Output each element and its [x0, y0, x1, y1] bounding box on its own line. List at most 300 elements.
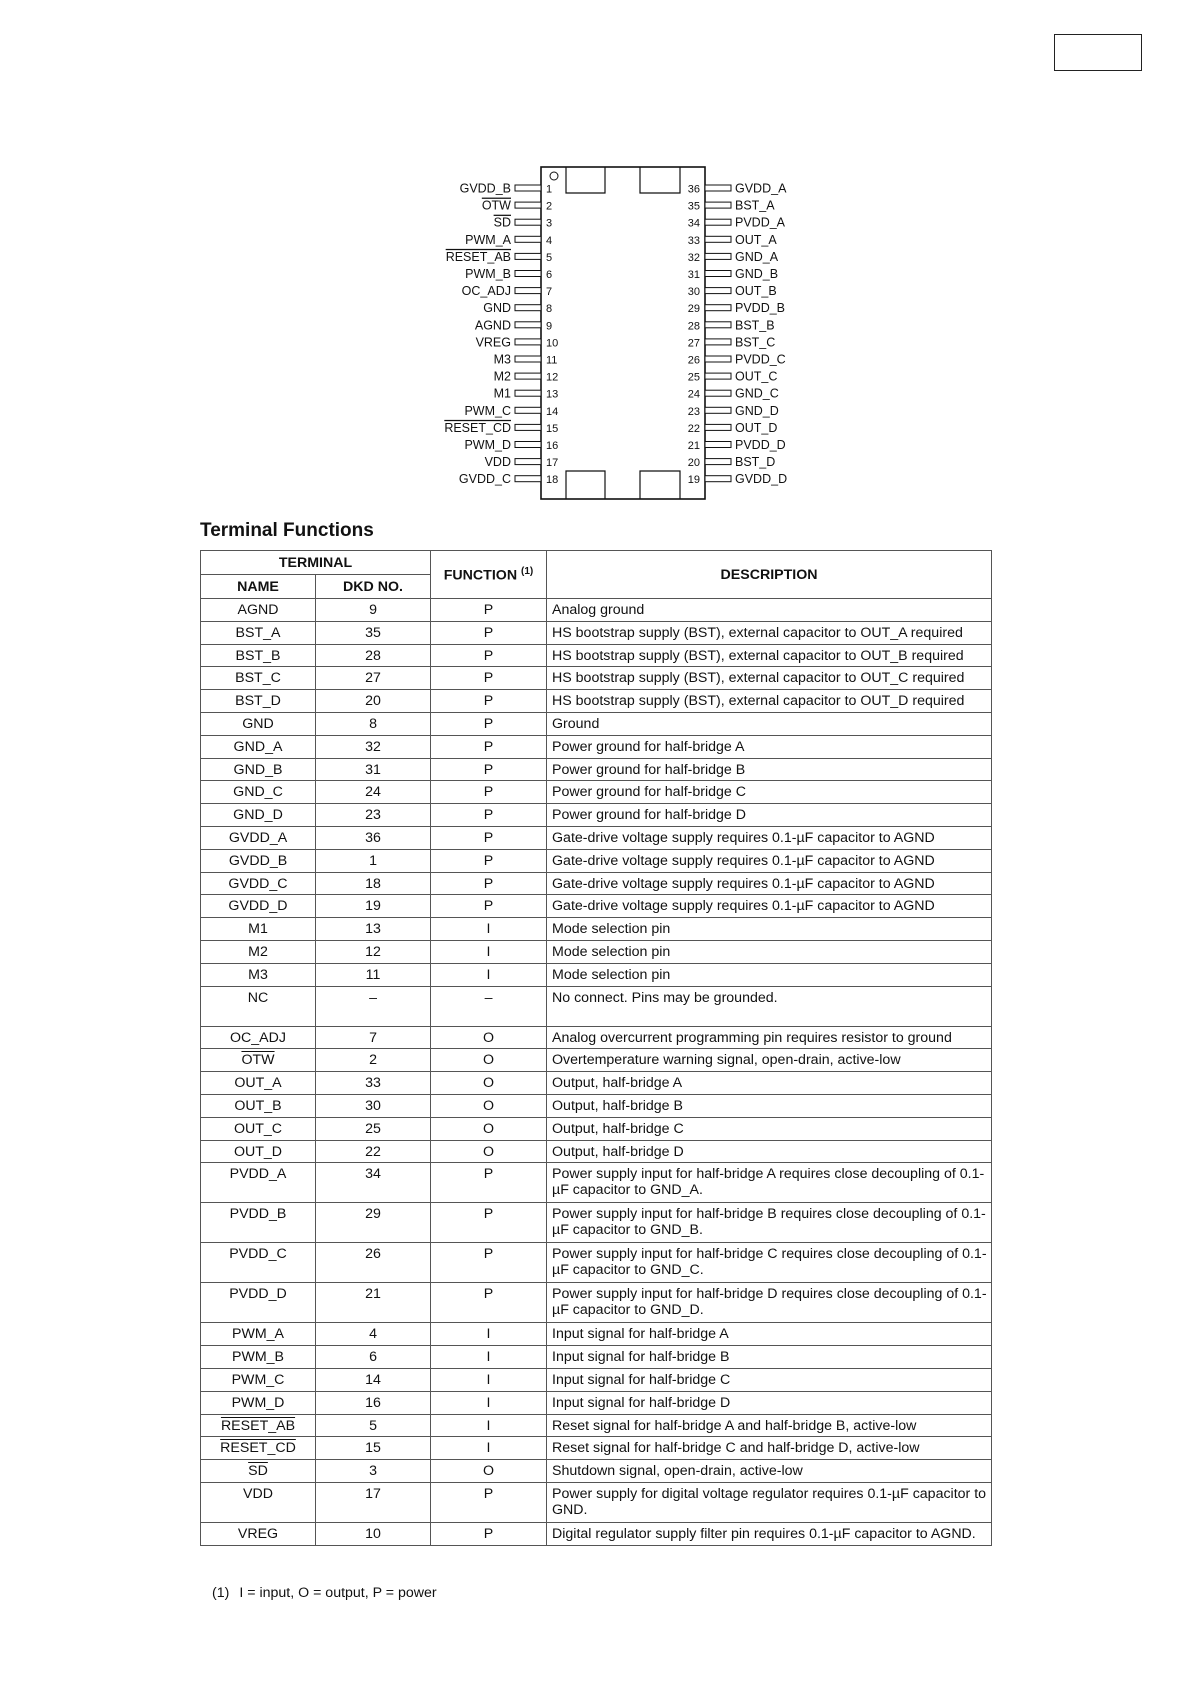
pin-description: Reset signal for half-bridge A and half-bridge B, active-low: [547, 1414, 992, 1437]
pin-label: GND_C: [735, 386, 779, 401]
pin-number: 20: [687, 457, 700, 470]
pin-name: PWM_D: [201, 1391, 316, 1414]
pin-description: Power ground for half-bridge A: [547, 735, 992, 758]
pin-description: Gate-drive voltage supply requires 0.1-µF capacitor to AGND: [547, 826, 992, 849]
table-row: [201, 621, 992, 644]
pin-label: M1: [493, 386, 511, 401]
pin-number: 4: [546, 234, 553, 247]
pin-name: RESET_AB: [201, 1414, 316, 1437]
dkd-number: 16: [316, 1391, 431, 1414]
table-row: [201, 781, 992, 804]
pin-label: GVDD_C: [458, 472, 511, 487]
function-type: P: [431, 781, 547, 804]
pin-name: PVDD_A: [201, 1163, 316, 1203]
pin-label: VREG: [475, 335, 511, 350]
table-body: [201, 599, 992, 1546]
pin-lead-right: [705, 424, 731, 430]
pin-description: HS bootstrap supply (BST), external capacitor to OUT_D required: [547, 690, 992, 713]
pin-description: Output, half-bridge A: [547, 1072, 992, 1095]
table-row: [201, 1460, 992, 1483]
pin-lead-left: [515, 236, 541, 242]
table-row: [201, 1346, 992, 1369]
pin-label: RESET_CD: [444, 420, 511, 435]
function-type: I: [431, 1323, 547, 1346]
pin-label: PWM_B: [465, 267, 511, 281]
pin-name: M1: [201, 918, 316, 941]
dkd-number: 9: [316, 599, 431, 622]
pin-lead-right: [705, 305, 731, 311]
pin-name: BST_B: [201, 644, 316, 667]
pin-number: 14: [546, 405, 559, 418]
function-type: P: [431, 644, 547, 667]
pin-number: 29: [687, 303, 700, 316]
pin-description: Input signal for half-bridge B: [547, 1346, 992, 1369]
pin-description: Reset signal for half-bridge C and half-bridge D, active-low: [547, 1437, 992, 1460]
function-type: P: [431, 599, 547, 622]
pin-number: 22: [687, 422, 700, 435]
dkd-number: 17: [316, 1482, 431, 1522]
pin-number: 8: [546, 303, 553, 316]
table-row: [201, 986, 992, 1026]
pin-number: 6: [546, 269, 553, 281]
pin-number: 7: [546, 286, 553, 299]
pin-description: Gate-drive voltage supply requires 0.1-µF capacitor to AGND: [547, 849, 992, 872]
pin-name: BST_A: [201, 621, 316, 644]
dkd-number: 24: [316, 781, 431, 804]
pin-label: GND_A: [735, 249, 779, 264]
table-row: [201, 1026, 992, 1049]
pin-name: GVDD_A: [201, 826, 316, 849]
dkd-number: 31: [316, 758, 431, 781]
pin-name: GVDD_B: [201, 849, 316, 872]
function-type: P: [431, 1522, 547, 1545]
pin-number: 33: [687, 234, 700, 247]
pin-description: Output, half-bridge D: [547, 1140, 992, 1163]
pin-label: OTW: [481, 198, 511, 213]
pin-label: PWM_D: [464, 438, 511, 452]
function-type: –: [431, 986, 547, 1026]
pin-description: Ground: [547, 712, 992, 735]
pin-number: 17: [546, 457, 559, 470]
pin-name: OUT_C: [201, 1117, 316, 1140]
table-row: [201, 1163, 992, 1203]
table-row: [201, 804, 992, 827]
pin-name: OUT_B: [201, 1094, 316, 1117]
pin-name: M3: [201, 963, 316, 986]
pin-name: GND_A: [201, 735, 316, 758]
pin-label: OUT_D: [735, 420, 778, 435]
pin-number: 11: [546, 354, 558, 367]
table-row: [201, 1482, 992, 1522]
pin-label: BST_C: [735, 335, 776, 350]
footnote-text: I = input, O = output, P = power: [239, 1585, 437, 1601]
pin-number: 15: [546, 422, 559, 435]
pin-lead-left: [515, 219, 541, 225]
pin-lead-right: [705, 373, 731, 379]
pin-description: Power supply input for half-bridge D requires close decoupling of 0.1-µF capacitor to GND_D.: [547, 1283, 992, 1323]
pin-number: 23: [687, 405, 700, 418]
dkd-number: 29: [316, 1203, 431, 1243]
pin-description: Digital regulator supply filter pin requires 0.1-µF capacitor to AGND.: [547, 1522, 992, 1545]
function-type: I: [431, 1414, 547, 1437]
function-type: I: [431, 940, 547, 963]
pinout-diagram: [0, 0, 1190, 500]
function-type: P: [431, 1203, 547, 1243]
package-bottom-notch-left: [566, 471, 605, 499]
pin-label: GND_D: [735, 403, 779, 418]
footnote: [212, 1585, 447, 1601]
pin-description: HS bootstrap supply (BST), external capacitor to OUT_A required: [547, 621, 992, 644]
pin-description: Analog overcurrent programming pin requires resistor to ground: [547, 1026, 992, 1049]
function-type: I: [431, 1437, 547, 1460]
dkd-number: 15: [316, 1437, 431, 1460]
dkd-number: 20: [316, 690, 431, 713]
description-header: DESCRIPTION: [547, 551, 992, 599]
dkd-number: 7: [316, 1026, 431, 1049]
pin-label: SD: [493, 215, 511, 230]
pin-number: 36: [687, 183, 700, 196]
pin-description: Power supply input for half-bridge A requires close decoupling of 0.1-µF capacitor to GND_A.: [547, 1163, 992, 1203]
pin-label: GVDD_B: [459, 181, 511, 196]
dkd-number: 35: [316, 621, 431, 644]
function-type: I: [431, 1368, 547, 1391]
pin-number: 35: [687, 200, 700, 213]
pin-lead-right: [705, 476, 731, 482]
function-type: O: [431, 1094, 547, 1117]
dkd-number: 33: [316, 1072, 431, 1095]
pin-number: 28: [687, 320, 700, 333]
pin-description: Mode selection pin: [547, 918, 992, 941]
dkd-number: 1: [316, 849, 431, 872]
pin-label: OUT_C: [735, 369, 778, 384]
pin-lead-left: [515, 373, 541, 379]
pin-lead-right: [705, 271, 731, 277]
pin-name: PWM_C: [201, 1368, 316, 1391]
table-row: [201, 1391, 992, 1414]
pin-lead-left: [515, 322, 541, 328]
pin-name: GVDD_D: [201, 895, 316, 918]
pin-lead-right: [705, 253, 731, 259]
pin-number: 19: [687, 474, 700, 487]
function-type: P: [431, 872, 547, 895]
table-row: [201, 1414, 992, 1437]
pin-lead-right: [705, 322, 731, 328]
function-type: P: [431, 1243, 547, 1283]
function-header-note: (1): [521, 565, 534, 577]
dkd-number: 27: [316, 667, 431, 690]
table-row: [201, 1203, 992, 1243]
pin-number: 34: [687, 217, 700, 230]
dkd-number: 13: [316, 918, 431, 941]
dkd-number: 34: [316, 1163, 431, 1203]
dkd-number: 22: [316, 1140, 431, 1163]
pin-lead-left: [515, 442, 541, 448]
pin-name: GND_D: [201, 804, 316, 827]
pin-lead-left: [515, 288, 541, 294]
pin-lead-left: [515, 390, 541, 396]
pin-description: Output, half-bridge C: [547, 1117, 992, 1140]
table-row: [201, 758, 992, 781]
table-row: [201, 918, 992, 941]
pin-number: 9: [546, 320, 553, 333]
pin-name: GVDD_C: [201, 872, 316, 895]
table-row: [201, 712, 992, 735]
pin-lead-left: [515, 407, 541, 413]
dkd-number: –: [316, 986, 431, 1026]
pin-description: Overtemperature warning signal, open-drain, active-low: [547, 1049, 992, 1072]
function-type: I: [431, 1391, 547, 1414]
function-type: P: [431, 621, 547, 644]
pin-lead-left: [515, 305, 541, 311]
pin1-marker: [550, 172, 558, 180]
table-row: [201, 940, 992, 963]
pin-name: GND_C: [201, 781, 316, 804]
function-type: P: [431, 1163, 547, 1203]
pin-number: 21: [687, 440, 700, 452]
function-type: I: [431, 1346, 547, 1369]
function-type: P: [431, 849, 547, 872]
function-type: P: [431, 712, 547, 735]
function-type: P: [431, 758, 547, 781]
pin-label: BST_B: [735, 318, 775, 333]
pin-label: PVDD_D: [735, 438, 786, 452]
pin-description: Power ground for half-bridge B: [547, 758, 992, 781]
function-type: O: [431, 1460, 547, 1483]
table-row: [201, 826, 992, 849]
dkd-number: 5: [316, 1414, 431, 1437]
pin-name: $\overline{OTW}$: [201, 1049, 316, 1072]
pin-number: 18: [546, 474, 559, 487]
pin-description: Input signal for half-bridge C: [547, 1368, 992, 1391]
pin-lead-right: [705, 356, 731, 362]
pin-label: GVDD_D: [735, 472, 788, 487]
function-type: O: [431, 1140, 547, 1163]
pin-number: 32: [687, 251, 700, 264]
pin-lead-right: [705, 288, 731, 294]
dkd-number: 8: [316, 712, 431, 735]
section-title: Terminal Functions: [200, 520, 374, 541]
pin-name: GND_B: [201, 758, 316, 781]
pin-number: 27: [687, 337, 700, 350]
pin-lead-right: [705, 185, 731, 191]
table-row: [201, 872, 992, 895]
pin-description: Mode selection pin: [547, 940, 992, 963]
table-row: [201, 963, 992, 986]
dkd-number: 36: [316, 826, 431, 849]
pin-label: BST_D: [735, 455, 776, 470]
pin-name: BST_D: [201, 690, 316, 713]
pin-lead-right: [705, 442, 731, 448]
pin-name: OUT_A: [201, 1072, 316, 1095]
dkd-number: 18: [316, 872, 431, 895]
pin-label: PWM_C: [464, 403, 511, 418]
pin-number: 3: [546, 217, 553, 230]
function-type: P: [431, 1283, 547, 1323]
pin-number: 31: [687, 269, 700, 281]
table-row: [201, 735, 992, 758]
terminal-functions-table: [200, 550, 992, 1546]
pin-label: PVDD_C: [735, 352, 786, 367]
pin-number: 16: [546, 440, 559, 452]
function-type: P: [431, 826, 547, 849]
pin-name: PVDD_D: [201, 1283, 316, 1323]
pin-label: OC_ADJ: [461, 284, 511, 299]
pin-number: 1: [546, 183, 553, 196]
pin-name: RESET_CD: [201, 1437, 316, 1460]
table-row: [201, 1283, 992, 1323]
pin-lead-left: [515, 476, 541, 482]
table-row: [201, 690, 992, 713]
dkd-number: 12: [316, 940, 431, 963]
pin-description: HS bootstrap supply (BST), external capacitor to OUT_C required: [547, 667, 992, 690]
pin-name: VDD: [201, 1482, 316, 1522]
pin-description: Power ground for half-bridge C: [547, 781, 992, 804]
package-top-notch-right: [640, 167, 680, 193]
table-row: [201, 1049, 992, 1072]
dkd-number: 2: [316, 1049, 431, 1072]
pin-lead-right: [705, 390, 731, 396]
pin-label: PWM_A: [465, 232, 511, 247]
pin-description: Power ground for half-bridge D: [547, 804, 992, 827]
pin-lead-left: [515, 253, 541, 259]
pin-lead-right: [705, 236, 731, 242]
pin-name: GND: [201, 712, 316, 735]
pin-description: Output, half-bridge B: [547, 1094, 992, 1117]
table-row: [201, 895, 992, 918]
dkd-number: 25: [316, 1117, 431, 1140]
pin-number: 24: [687, 388, 700, 401]
function-type: P: [431, 804, 547, 827]
pin-name: VREG: [201, 1522, 316, 1545]
pin-name: OC_ADJ: [201, 1026, 316, 1049]
table-row: [201, 599, 992, 622]
table-row: [201, 1072, 992, 1095]
pin-lead-left: [515, 271, 541, 277]
pin-description: No connect. Pins may be grounded.: [547, 986, 992, 1026]
dkd-number: 23: [316, 804, 431, 827]
pin-lead-left: [515, 356, 541, 362]
package-outline: [541, 167, 705, 499]
dkd-number: 14: [316, 1368, 431, 1391]
pin-description: Gate-drive voltage supply requires 0.1-µF capacitor to AGND: [547, 872, 992, 895]
pin-label: OUT_B: [735, 284, 777, 299]
pin-number: 10: [546, 337, 559, 350]
name-header: NAME: [201, 575, 316, 599]
pin-label: AGND: [474, 318, 511, 333]
pin-description: Input signal for half-bridge D: [547, 1391, 992, 1414]
pin-name: PVDD_B: [201, 1203, 316, 1243]
pin-name: AGND: [201, 599, 316, 622]
pin-name: PWM_B: [201, 1346, 316, 1369]
pin-lead-left: [515, 459, 541, 465]
pin-label: GND: [483, 301, 511, 316]
pin-description: Power supply for digital voltage regulator requires 0.1-µF capacitor to GND.: [547, 1482, 992, 1522]
function-type: I: [431, 918, 547, 941]
dkd-number: 28: [316, 644, 431, 667]
pin-description: Input signal for half-bridge A: [547, 1323, 992, 1346]
pin-label: M2: [493, 369, 511, 384]
table-row: [201, 1140, 992, 1163]
dkd-number: 11: [316, 963, 431, 986]
dkd-number: 26: [316, 1243, 431, 1283]
pin-description: Mode selection pin: [547, 963, 992, 986]
function-type: P: [431, 690, 547, 713]
table-row: [201, 1094, 992, 1117]
pin-number: 30: [687, 286, 700, 299]
pin-description: HS bootstrap supply (BST), external capacitor to OUT_B required: [547, 644, 992, 667]
pin-lead-right: [705, 202, 731, 208]
pin-description: Power supply input for half-bridge C requires close decoupling of 0.1-µF capacitor to GND_C.: [547, 1243, 992, 1283]
table-row: [201, 849, 992, 872]
package-top-notch-left: [566, 167, 605, 193]
pin-label: PVDD_B: [735, 301, 786, 316]
pin-lead-left: [515, 424, 541, 430]
function-type: P: [431, 667, 547, 690]
pin-name: PVDD_C: [201, 1243, 316, 1283]
table-row: [201, 1368, 992, 1391]
pin-label: PVDD_A: [735, 215, 786, 230]
pin-number: 5: [546, 251, 553, 264]
dkd-no-header: DKD NO.: [316, 575, 431, 599]
function-type: I: [431, 963, 547, 986]
dkd-number: 32: [316, 735, 431, 758]
dkd-number: 19: [316, 895, 431, 918]
dkd-number: 30: [316, 1094, 431, 1117]
pin-number: 25: [687, 371, 700, 384]
pin-label: GVDD_A: [735, 181, 787, 196]
pin-name: NC: [201, 986, 316, 1026]
package-bottom-notch-right: [640, 471, 680, 499]
pin-name: $\overline{SD}$: [201, 1460, 316, 1483]
function-type: P: [431, 1482, 547, 1522]
dkd-number: 3: [316, 1460, 431, 1483]
dkd-number: 10: [316, 1522, 431, 1545]
pin-name: OUT_D: [201, 1140, 316, 1163]
pin-label: VDD: [484, 455, 511, 470]
function-type: P: [431, 735, 547, 758]
pin-lead-left: [515, 339, 541, 345]
pin-description: Power supply input for half-bridge B requires close decoupling of 0.1-µF capacitor to GND_B.: [547, 1203, 992, 1243]
table-row: [201, 667, 992, 690]
pin-lead-left: [515, 202, 541, 208]
pin-number: 26: [687, 354, 700, 367]
pin-lead-right: [705, 459, 731, 465]
function-type: O: [431, 1072, 547, 1095]
table-row: [201, 1522, 992, 1545]
dkd-number: 21: [316, 1283, 431, 1323]
dkd-number: 6: [316, 1346, 431, 1369]
table-row: [201, 644, 992, 667]
pin-description: Shutdown signal, open-drain, active-low: [547, 1460, 992, 1483]
function-header: [431, 551, 547, 599]
function-type: O: [431, 1049, 547, 1072]
function-type: P: [431, 895, 547, 918]
pin-label: GND_B: [735, 267, 779, 281]
table-row: [201, 1243, 992, 1283]
pin-label: BST_A: [735, 198, 775, 213]
pin-label: RESET_AB: [445, 249, 511, 264]
table-row: [201, 1437, 992, 1460]
pin-number: 2: [546, 200, 553, 213]
pin-name: M2: [201, 940, 316, 963]
terminal-header: TERMINAL: [201, 551, 431, 575]
function-header-label: FUNCTION: [443, 567, 518, 584]
function-type: O: [431, 1117, 547, 1140]
table-row: [201, 1117, 992, 1140]
pin-number: 13: [546, 388, 559, 401]
function-type: O: [431, 1026, 547, 1049]
pin-description: Analog ground: [547, 599, 992, 622]
